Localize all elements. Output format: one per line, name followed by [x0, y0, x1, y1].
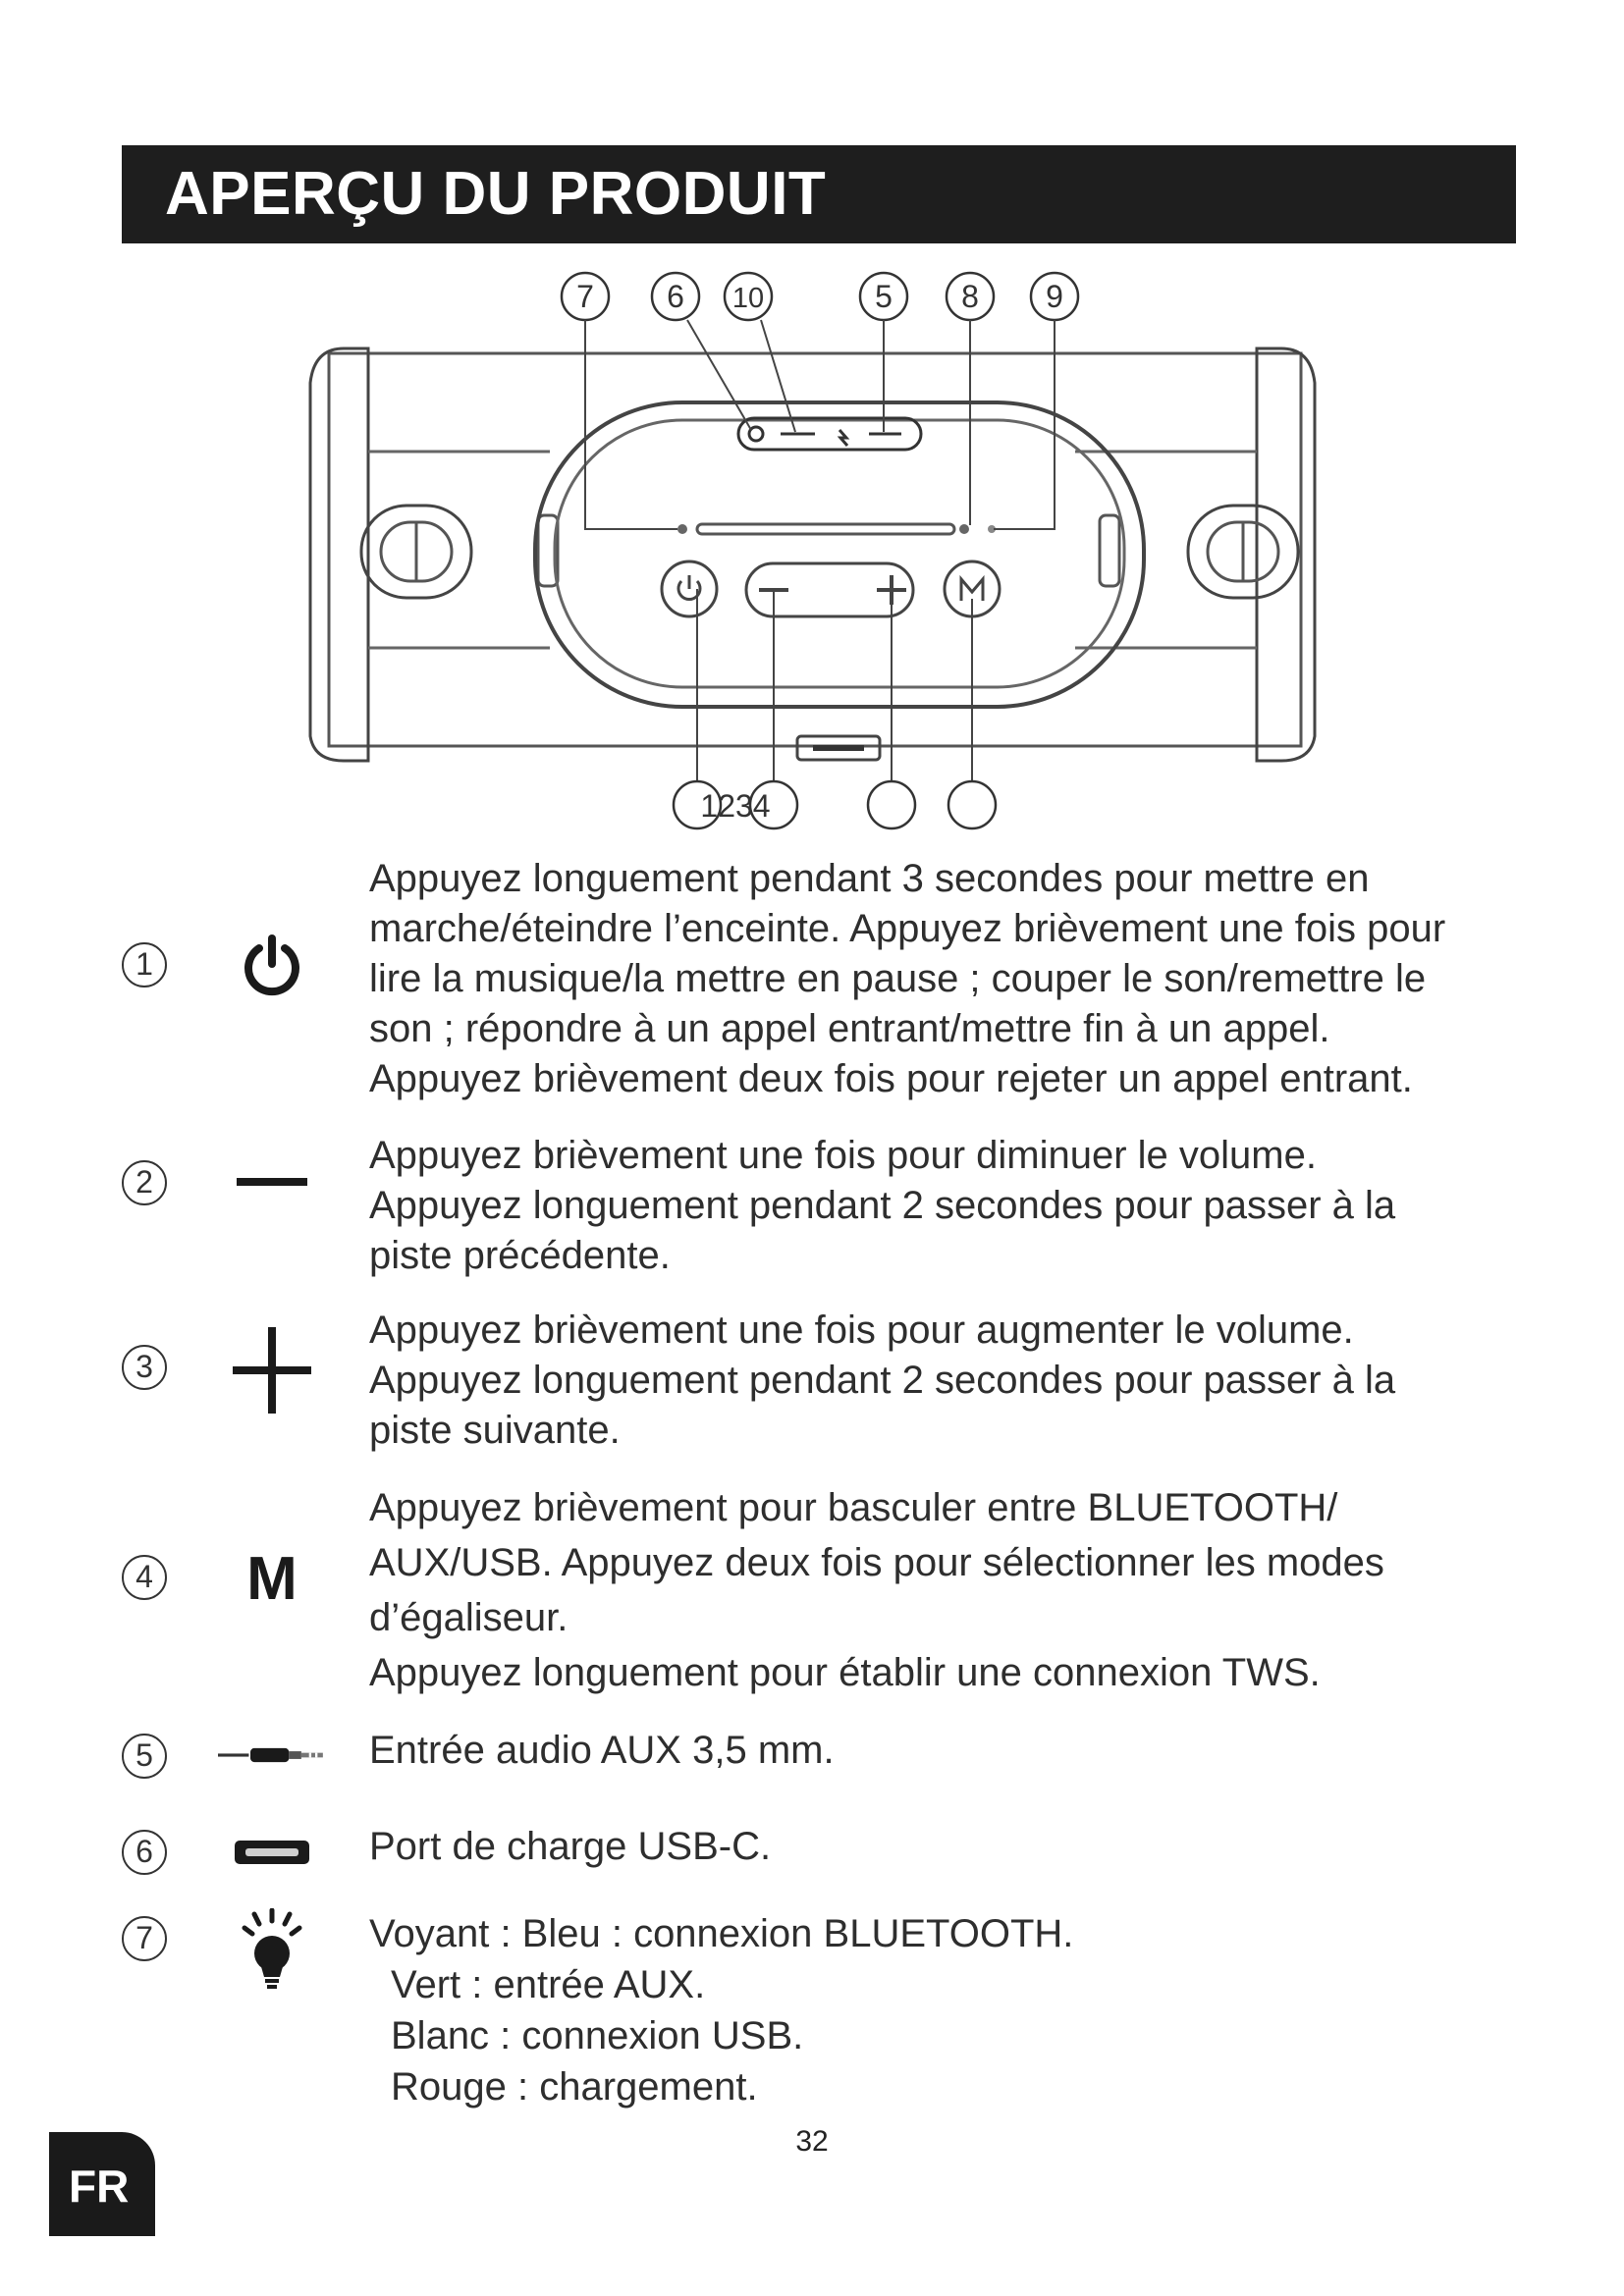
language-tab [49, 2132, 155, 2236]
item-description: Appuyez brièvement une fois pour diminuer le volume. Appuyez longuement pendant 2 secondes pour passer à la piste précédente. [369, 1134, 1396, 1277]
page-title: APERÇU DU PRODUIT [165, 160, 827, 228]
item-description: Appuyez brièvement une fois pour augmenter le volume. Appuyez longuement pendant 2 secondes pour passer à la piste suivante. [369, 1308, 1396, 1452]
language-label: FR [69, 2161, 130, 2212]
usb-c-port-icon [218, 1840, 326, 1865]
svg-text:6: 6 [667, 279, 684, 314]
power-icon [218, 933, 326, 997]
item-number: 7 [122, 1916, 167, 1961]
mode-icon-letter: M [246, 1545, 298, 1613]
item-description: Voyant : Bleu : connexion BLUETOOTH. Vert : entrée AUX. Blanc : connexion USB. Rouge : chargement. [369, 1912, 1074, 2109]
mode-icon [218, 1545, 326, 1613]
item-description: Port de charge USB-C. [369, 1825, 772, 1868]
svg-text:8: 8 [961, 279, 979, 314]
item-number: 5 [122, 1734, 167, 1779]
item-number: 4 [122, 1555, 167, 1600]
aux-jack-icon [218, 1743, 326, 1767]
item-number: 3 [122, 1345, 167, 1390]
item-description: Appuyez longuement pendant 3 secondes pour mettre en marche/éteindre l’enceinte. Appuyez brièvement une fois pour lire la musique/la mettre en pause ; couper le son/remettre le son ; répondre à un appel entrant/mettre fin à un appel. Appuyez brièvement deux fois pour rejeter un appel entrant. [369, 857, 1446, 1100]
page-number: 32 [795, 2125, 829, 2158]
title-banner [122, 145, 1516, 243]
item-description: Appuyez brièvement pour basculer entre BLUETOOTH/ AUX/USB. Appuyez deux fois pour sélectionner les modes d’égaliseur. Appuyez longuement pour établir une connexion TWS. [369, 1486, 1384, 1694]
minus-icon [218, 1176, 326, 1188]
svg-text:5: 5 [875, 279, 893, 314]
item-number: 6 [122, 1830, 167, 1875]
svg-text:9: 9 [1046, 279, 1063, 314]
bottom-callout-plus [868, 590, 915, 828]
svg-text:7: 7 [576, 279, 594, 314]
bottom-callout-mode [948, 599, 996, 828]
svg-text:10: 10 [731, 283, 765, 314]
control-panel [535, 402, 1144, 760]
top-callout-8 [947, 273, 994, 525]
item-number: 1 [122, 942, 167, 988]
bottom-callout-label: 1234 [700, 788, 771, 824]
speaker-top-diagram [0, 265, 1624, 844]
item-description: Entrée audio AUX 3,5 mm. [369, 1729, 835, 1772]
top-callout-7 [562, 273, 677, 529]
indicator-light-icon [218, 1908, 326, 1999]
plus-icon [218, 1327, 326, 1414]
item-number: 2 [122, 1160, 167, 1205]
speaker-body [310, 348, 1315, 761]
